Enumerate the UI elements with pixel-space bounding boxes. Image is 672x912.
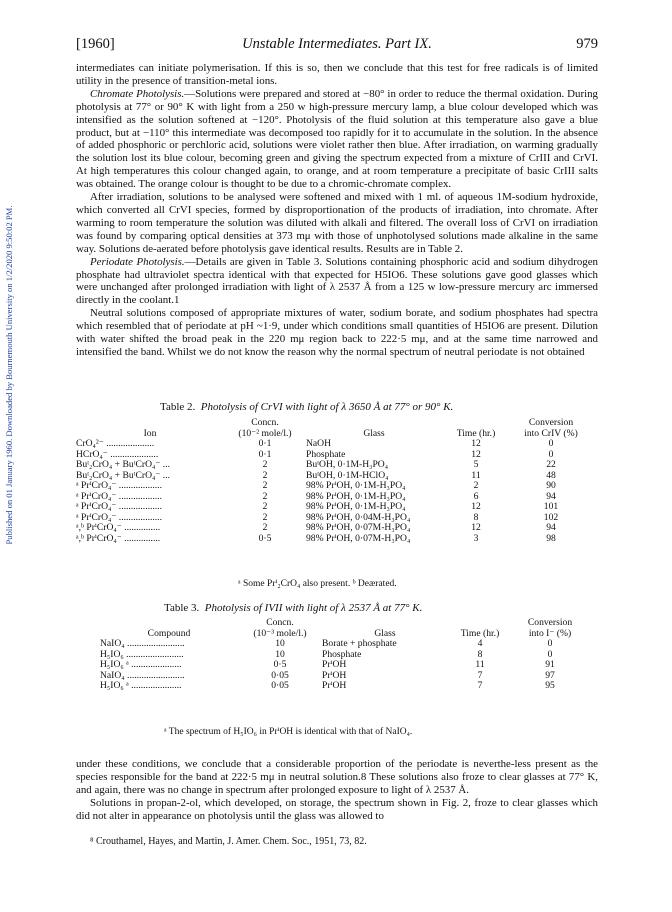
table-cell: 8 xyxy=(477,648,483,660)
table-cell: 6 xyxy=(473,490,479,502)
table-cell: H₅IO₆ ᵃ ..................... xyxy=(100,659,182,670)
table-cell: 90 xyxy=(546,480,556,491)
paragraph: Solutions in propan-2-ol, which developed, on storage, the spectrum shown in Fig. 2, froze to clear glasses which did not alter in appearance on photolysis until the glass was allowed to xyxy=(76,796,598,822)
table-cell: 95 xyxy=(545,680,555,691)
journal-year: [1960] xyxy=(76,36,115,52)
col-header-ion: Ion xyxy=(143,427,157,439)
table-cell: CrO₄²⁻ .................... xyxy=(76,438,155,449)
table-cell: 0 xyxy=(548,438,554,449)
table-row xyxy=(76,439,592,450)
body-bottom xyxy=(76,758,598,823)
paragraph: Chromate Photolysis.—Solutions were prepared and stored at −80° in order to reduce the thermal oxidation. During photolysis at 77° or 90° K with light from a 250 w high-pressure mercury lamp, a blue colour developed which was intensified as the solution softened at −120°. Photolysis of the fluid solution at this temperature also gave a blue product, but at −110° this intermediate was decomposed too rapidly for it to accumulate in the solution. In the absence of added phosphoric or perchloric acid, solutions were violet rather then blue. After irradiation, on warming gradually the solution lost its blue colour, becoming green and giving the spectrum expected from a mixture of CrIII and CrVI. At high temperatures this colour changed again, to orange, and at room temperature a precipitate of basic CrIII salts was obtained. The orange colour is thought to be due to a chromic-chromate complex. xyxy=(76,87,598,191)
table-row xyxy=(100,660,588,671)
page-number: 979 xyxy=(576,36,598,52)
paragraph: intermediates can initiate polymerisation. If this is so, then we conclude that this test for free radicals is of limited utility in the presence of transition-metal ions. xyxy=(76,62,598,87)
section-lead: Periodate Photolysis. xyxy=(90,255,185,268)
table-cell: 91 xyxy=(545,659,555,670)
table-cell: 2 xyxy=(262,522,268,533)
table-cell: PrⁱOH xyxy=(322,659,347,670)
table-cell: Buᵗ₂CrO₄ + BuᵗCrO₄⁻ ... xyxy=(76,469,171,481)
table-row xyxy=(76,523,592,534)
table-cell: 11 xyxy=(475,659,485,670)
table-cell: ᵃ,ᵇ PrⁱCrO₄⁻ ............... xyxy=(76,522,161,533)
table-cell: 22 xyxy=(546,459,556,470)
paragraph: Neutral solutions composed of appropriate mixtures of water, sodium borate, and sodium phosphates had spectra which resembled that of periodate at pH ~1·9, under which conditions small quantities of H5IO6 are present. Dilution with water shifted the broad peak in the 220 mμ region back to 222·5 mμ, and at the same time narrowed and intensified the band. Whilst we do not know the reason why the normal spectrum of neutral periodate is not obtained xyxy=(76,307,598,358)
table-cell: 98% PrⁱOH, 0·07M-H₃PO₄ xyxy=(306,532,411,544)
table-cell: 101 xyxy=(543,501,559,512)
table-cell: 97 xyxy=(545,669,555,681)
page-header xyxy=(76,36,598,54)
table-cell: 94 xyxy=(546,522,556,533)
paragraph: After irradiation, solutions to be analysed were softened and mixed with 1 ml. of aqueous 1M-sodium hydroxide, which converted all CrVI species, formed by disproportionation of the products of irradiation, into chromate. After warming to room temperature the solution was diluted with alkali and filtered. The overall loss of CrVI on irradiation was found by comparing optical densities at 373 mμ with those of unphotolysed solutions made alkaline in the same way. Solutions de-aerated before photolysis gave identical results. Results are in Table 2. xyxy=(76,191,598,255)
table-cell: 98% PrⁱOH, 0·07M-H₃PO₄ xyxy=(306,522,411,533)
table-cell: 2 xyxy=(262,490,268,502)
paragraph: Periodate Photolysis.—Details are given in Table 3. Solutions containing phosphoric acid and sodium dihydrogen phosphate had ultraviolet spectra identical with that expected for H5IO6. These solutions gave good glasses which were unchanged after prolonged irradiation with light of λ 2537 Å from a 125 w low-pressure mercury arc immersed directly in the coolant.1 xyxy=(76,255,598,307)
table-cell: 98 xyxy=(546,532,556,544)
table-row xyxy=(76,460,592,471)
table-cell: 94 xyxy=(546,490,556,502)
table-cell: ᵃ PrⁱCrO₄⁻ .................. xyxy=(76,480,162,491)
table-cell: 98% PrⁱOH, 0·04M-H₃PO₄ xyxy=(306,511,411,523)
table-cell: 8 xyxy=(473,511,479,523)
table-cell: BuᵗOH, 0·1M-H₃PO₄ xyxy=(306,459,389,470)
table-cell: 98% PrⁱOH, 0·1M-H₃PO₄ xyxy=(306,480,406,491)
table-cell: BuᵗOH, 0·1M-HClO₄ xyxy=(306,469,389,481)
table2-footnote: ᵃ Some Prⁱ₂CrO₄ also present. ᵇ Deærated. xyxy=(238,579,397,589)
table-cell: 12 xyxy=(471,448,481,460)
table-cell: 2 xyxy=(473,480,479,491)
table3-footnote: ᵃ The spectrum of H₅IO₆ in PrⁱOH is identical with that of NaIO₄. xyxy=(164,727,413,737)
table-cell: 0 xyxy=(548,448,554,460)
section-lead: Chromate Photolysis. xyxy=(90,87,185,100)
table-cell: ᵃ,ᵇ PrⁱCrO₄⁻ ............... xyxy=(76,532,161,544)
col-header-compound: Compound xyxy=(147,627,191,639)
table-cell: Phosphate xyxy=(306,448,346,460)
table-cell: PrⁱOH xyxy=(322,680,347,691)
table-cell: H₅IO₆ ........................ xyxy=(100,648,184,660)
table-cell: 2 xyxy=(262,469,268,481)
table-cell: 10 xyxy=(275,638,285,649)
table-cell: 0·5 xyxy=(258,532,272,544)
table-cell: 11 xyxy=(471,469,481,481)
paragraph: under these conditions, we conclude that a considerable proportion of the periodate is neverthe-less present as the species responsible for the band at 222·5 mμ in neutral solution.8 These solutions also froze to clear glasses at 77° K, and again, there was no change in spectrum after prolonged exposure to light of λ 2537 Å. xyxy=(76,758,598,796)
table-cell: NaIO₄ ........................ xyxy=(100,638,185,649)
table-row xyxy=(76,534,592,545)
table-cell: 0·05 xyxy=(271,669,289,681)
table-row xyxy=(100,639,588,650)
table-cell: Borate + phosphate xyxy=(322,638,397,649)
table-cell: 0·1 xyxy=(258,448,272,460)
table-cell: 2 xyxy=(262,501,268,512)
running-title: Unstable Intermediates. Part IX. xyxy=(242,36,432,52)
table-cell: 0·5 xyxy=(273,659,287,670)
table-cell: 0 xyxy=(547,638,553,649)
table-cell: 102 xyxy=(543,511,559,523)
table-row xyxy=(76,502,592,513)
table-cell: 0·1 xyxy=(258,438,272,449)
table-cell: 7 xyxy=(477,680,483,691)
table-cell: 98% PrⁱOH, 0·1M-H₃PO₄ xyxy=(306,501,406,512)
reference-footnote: ⁸ Crouthamel, Hayes, and Martin, J. Amer. Chem. Soc., 1951, 73, 82. xyxy=(90,836,367,847)
table-cell: 48 xyxy=(546,469,556,481)
table-row xyxy=(100,681,588,692)
table-cell: ᵃ PrⁱCrO₄⁻ .................. xyxy=(76,490,162,502)
table-cell: ᵃ PrⁱCrO₄⁻ .................. xyxy=(76,501,162,512)
table2: Concn. Conversion Ion (10⁻² mole/l.) Glass Time (hr.) into CrIV (%) CrO₄²⁻ .................... 0·1 NaOH 12 0 HCrO₄⁻ .................... 0·1 Phosphate 12 0 Buᵗ₂CrO₄ + BuᵗCrO₄⁻ ... 2 BuᵗOH, 0·1M-H₃PO₄ 5 22 Buᵗ₂CrO₄ + BuᵗCrO₄⁻ ... 2 BuᵗOH, 0·1M-HClO₄ 11 48 ᵃ PrⁱCrO₄⁻ .................. 2 98% PrⁱOH, 0·1M-H₃PO₄ 2 90 ᵃ PrⁱCrO₄⁻ .................. 2 98% PrⁱOH, 0·1M-H₃PO₄ 6 94 ᵃ PrⁱCrO₄⁻ .................. 2 98% PrⁱOH, 0·1M-H₃PO₄ 12 101 ᵃ PrⁱCrO₄⁻ .................. 2 98% PrⁱOH, 0·04M-H₃PO₄ 8 102 ᵃ,ᵇ PrⁱCrO₄⁻ ............... 2 98% PrⁱOH, 0·07M-H₃PO₄ 12 94 ᵃ,ᵇ PrⁱCrO₄⁻ ............... 0·5 98% PrⁱOH, 0·07M-H₃PO₄ 3 98 xyxy=(76,418,592,544)
table-row xyxy=(76,481,592,492)
table-cell: 3 xyxy=(473,532,479,544)
table-cell: 7 xyxy=(477,669,483,681)
table-cell: NaIO₄ ........................ xyxy=(100,669,185,681)
table-cell: 5 xyxy=(473,459,479,470)
table-cell: 2 xyxy=(262,511,268,523)
body-top xyxy=(76,62,598,359)
table-cell: Buᵗ₂CrO₄ + BuᵗCrO₄⁻ ... xyxy=(76,459,171,470)
table-cell: 2 xyxy=(262,480,268,491)
table-cell: ᵃ PrⁱCrO₄⁻ .................. xyxy=(76,511,162,523)
table-cell: HCrO₄⁻ .................... xyxy=(76,448,159,460)
table-cell: 2 xyxy=(262,459,268,470)
table-cell: 0·05 xyxy=(271,680,289,691)
table-cell: 10 xyxy=(275,648,285,660)
table-cell: 98% PrⁱOH, 0·1M-H₃PO₄ xyxy=(306,490,406,502)
table3: Concn. Conversion Compound (10⁻³ mole/l.) Glass Time (hr.) into I⁻ (%) NaIO₄ ........................ 10 Borate + phosphate 4 0 H₅IO₆ ........................ 10 Phosphate 8 0 H₅IO₆ ᵃ ..................... 0·5 PrⁱOH 11 91 NaIO₄ ........................ 0·05 PrⁱOH 7 97 H₅IO₆ ᵃ ..................... 0·05 PrⁱOH 7 95 xyxy=(100,618,588,692)
table-cell: 4 xyxy=(477,638,483,649)
table-cell: H₅IO₆ ᵃ ..................... xyxy=(100,680,182,691)
table2-caption: Table 2. Photolysis of CrVI with light of λ 3650 Å at 77° or 90° K. xyxy=(160,401,454,413)
table3-caption: Table 3. Photolysis of IVII with light of λ 2537 Å at 77° K. xyxy=(164,602,423,614)
table-cell: Phosphate xyxy=(322,648,362,660)
table-cell: NaOH xyxy=(306,438,332,449)
table-cell: 12 xyxy=(471,501,481,512)
table-cell: PrⁱOH xyxy=(322,669,347,681)
table-cell: 0 xyxy=(547,648,553,660)
table-cell: 12 xyxy=(471,522,481,533)
download-watermark: Published on 01 January 1960. Downloaded by Bournemouth University on 1/2/2020 9:50:02 PM. xyxy=(4,205,14,545)
table-cell: 12 xyxy=(471,438,481,449)
